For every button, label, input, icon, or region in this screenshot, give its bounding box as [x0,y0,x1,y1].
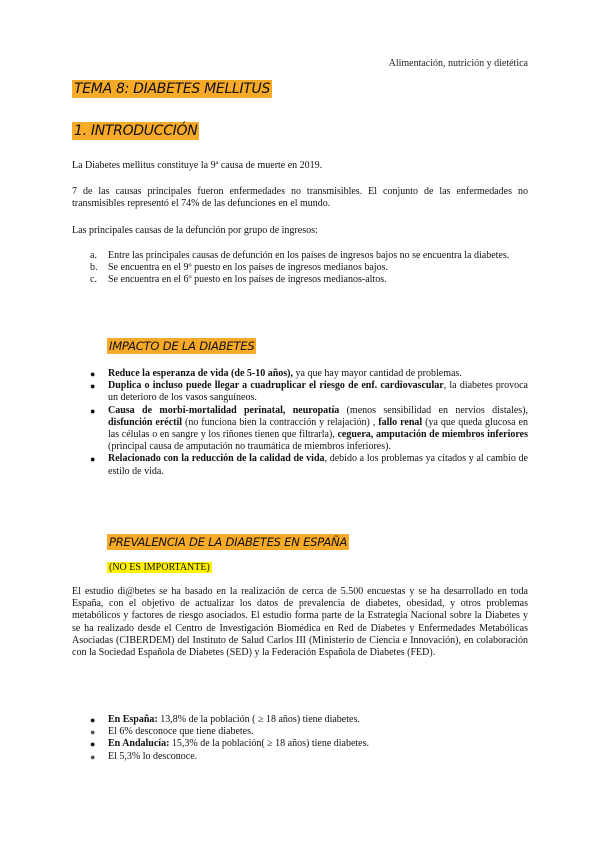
bullet-icon: ● [90,381,96,392]
bold-text: Duplica o incluso puede llegar a cuadruplicar el riesgo de enf. cardiovascular [108,380,444,392]
list-item-text: (menos sensibilidad en nervios distales), [339,404,528,416]
list-marker: b. [90,262,98,274]
bold-text: Relacionado con la reducción de la calidad de vida [108,453,325,465]
list-item [90,274,528,286]
bold-text: ceguera, amputación de miembros inferiores [337,429,528,441]
list-item [90,453,528,477]
list-item [90,751,528,763]
list-item-text: , la diabetes provoca un deterioro de los vasos sanguíneos. [108,380,528,404]
list-item-text: ya que hay mayor cantidad de problemas. [293,368,462,379]
list-marker: c. [90,274,97,286]
running-header: Alimentación, nutrición y dietética [388,58,528,69]
causes-list [90,250,528,287]
paragraph-enfermedades-no-transmisibles: 7 de las causas principales fueron enfermedades no transmisibles. El conjunto de las enfermedades no transmisibles representó el 74% de las defunciones en el mundo. [72,186,528,210]
bullet-icon: ● [90,727,96,738]
bold-text: En España: [108,714,158,725]
list-item-text: 15,3% de la población( ≥ 18 años) tiene diabetes. [169,738,370,750]
list-marker: a. [90,250,97,261]
list-item-text: El 6% desconoce que tiene diabetes. [108,726,254,738]
list-item-text: 13,8% de la población ( ≥ 18 años) tiene diabetes. [157,714,360,725]
impact-list [90,368,528,478]
main-title: TEMA 8: DIABETES MELLITUS [74,81,271,97]
list-item-text: (principal causa de amputación no traumática de miembros inferiores). [108,441,391,453]
list-item [90,738,528,750]
bullet-icon: ● [90,739,96,750]
bold-text: En Andalucía: [108,738,170,750]
prevalence-stats-list [90,714,528,763]
bold-text: Causa de morbi-mortalidad perinatal, neuropatía [108,404,340,416]
bullet-icon: ● [90,751,96,762]
list-item-text: Entre las principales causas de defunción en los países de ingresos bajos no se encuentra la diabetes. [108,250,510,261]
list-item [90,262,528,274]
section-title-prevalencia: PREVALENCIA DE LA DIABETES EN ESPAÑA [109,535,348,549]
bullet-icon: ● [90,715,96,725]
bullet-icon: ● [90,454,96,465]
bullet-icon: ● [90,405,96,416]
list-item [90,726,528,738]
list-item-text: (no funciona bien la contracción y relajación) , [182,416,379,428]
section-title-introduccion: 1. INTRODUCCIÓN [74,123,198,139]
list-item [90,380,528,404]
bold-text: Reduce la esperanza de vida (de 5-10 años), [108,368,293,379]
list-item [90,250,528,262]
paragraph-estudio-diabetes: El estudio di@betes se ha basado en la realización de cerca de 5.500 encuestas y se ha desarrollado en toda España, con el objetivo de actualizar los datos de prevalencia de diabetes, obesidad, y otros problemas metabólicos y factores de riesgo asociados. El estudio forma parte de la Estrategia Nacional sobre la Diabetes y se ha realizado desde el Centro de Investigación Biomédica en Red de Diabetes y Enfermedades Metabólicas Asociadas (CIBERDEM) del Instituto de Salud Carlos III (Ministerio de Ciencia e Innovación), en colaboración con la Sociedad Española de Diabetes (SED) y la Federación Española de Diabetes (FED). [72,586,528,659]
bold-text: disfunción eréctil [108,416,183,428]
section-title-impacto: IMPACTO DE LA DIABETES [109,339,255,353]
list-item [90,405,528,454]
paragraph-causas-por-ingresos: Las principales causas de la defunción por grupo de ingresos: [72,225,318,236]
list-item-text: (ya que queda glucosa en las células o en sangre y los riñones tienen que filtrarla), [108,416,528,441]
bold-text: fallo renal [378,416,423,428]
list-item [90,714,528,726]
bullet-icon: ● [90,369,96,379]
highlight-note: (NO ES IMPORTANTE) [109,562,210,573]
list-item-text: Se encuentra en el 9º puesto en los países de ingresos medianos bajos. [108,262,388,274]
paragraph-causa-muerte: La Diabetes mellitus constituye la 9ª causa de muerte en 2019. [72,160,323,171]
list-item [90,368,528,380]
list-item-text: Se encuentra en el 6º puesto en los países de ingresos medianos-altos. [108,274,387,286]
list-item-text: , debido a los problemas ya citados y al cambio de estilo de vida. [108,453,528,477]
list-item-text: El 5,3% lo desconoce. [108,750,198,762]
